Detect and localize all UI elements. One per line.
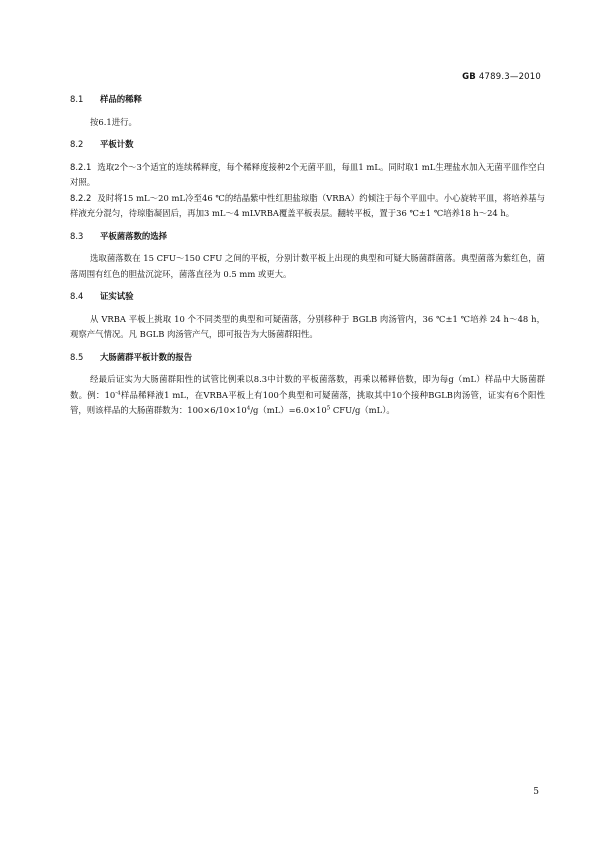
section-8-4-heading	[70, 289, 545, 305]
section-8-5-heading	[70, 350, 545, 366]
section-8-4-text: 从 VRBA 平板上挑取 10 个不同类型的典型和可疑菌落，分别移种于 BGLB 肉汤管内，36 ℃±1 ℃培养 24 h～48 h，观察产气情况。凡 BGLB 肉汤管产气，即可报告为大肠菌群阳性。	[70, 313, 545, 339]
exponent: 4	[246, 405, 251, 412]
section-8-3-text: 选取菌落数在 15 CFU～150 CFU 之间的平板，分别计数平板上出现的典型和可疑大肠菌群菌落。典型菌落为紫红色，菌落周围有红色的胆盐沉淀环，菌落直径为 0.5 mm 或更大。	[70, 253, 545, 279]
clause-text: 选取2个～3个适宜的连续稀释度，每个稀释度接种2个无菌平皿，每皿1 mL。同时取1 mL生理盐水加入无菌平皿作空白对照。	[70, 161, 545, 187]
report-text-a: 经最后证实为大肠菌群阳性的试管比例乘以8.3中计数的平板菌落数，再乘以稀释倍数，即为每g（mL）样品中大肠菌群数。例：10	[70, 374, 545, 400]
standard-header	[462, 72, 541, 82]
report-text-b: 样品稀释液1 mL，在VRBA平板上有100个典型和可疑菌落，挑取其中10个接种BGLB肉汤管，证实有6个阳性管，则该样品的大肠菌群数为：100×6/10×10	[70, 389, 545, 415]
exponent: -4	[115, 390, 121, 396]
clause-text: 及时将15 mL～20 mL冷至46 ℃的结晶紫中性红胆盐琼脂（VRBA）约倾注于每个平皿中。小心旋转平皿，将培养基与样液充分混匀，待琼脂凝固后，再加3 mL～4 mLVRBA覆盖平板表层。翻转平板，置于36 ℃±1 ℃培养18 h～24 h。	[70, 192, 545, 218]
page-number: 5	[533, 787, 539, 797]
section-number: 8.2	[70, 139, 84, 149]
standard-code: GB	[462, 72, 476, 82]
section-title: 样品的稀释	[100, 94, 142, 104]
document-body	[70, 92, 545, 419]
section-8-3-heading	[70, 229, 545, 245]
section-title: 平板计数	[100, 139, 134, 149]
section-8-5-text	[70, 372, 545, 419]
section-8-1-text: 按6.1进行。	[90, 116, 137, 127]
standard-number: 4789.3—2010	[478, 72, 541, 82]
section-number: 8.5	[70, 351, 84, 362]
exponent: 5	[326, 405, 331, 412]
section-8-2-2-paragraph	[70, 191, 545, 222]
section-title: 大肠菌群平板计数的报告	[100, 351, 193, 362]
clause-number: 8.2.1	[70, 161, 92, 172]
report-text-c: /g（mL）=6.0×10	[250, 405, 327, 415]
section-8-1-heading	[70, 92, 545, 108]
section-8-2-1-paragraph	[70, 160, 545, 191]
section-title: 证实试验	[100, 291, 134, 301]
section-number: 8.1	[70, 94, 84, 104]
report-text-d: CFU/g（mL）。	[330, 405, 395, 415]
section-title: 平板菌落数的选择	[100, 230, 167, 241]
section-number: 8.4	[70, 291, 84, 301]
section-number: 8.3	[70, 230, 84, 241]
clause-number: 8.2.2	[70, 192, 92, 203]
section-8-2-heading	[70, 137, 545, 153]
